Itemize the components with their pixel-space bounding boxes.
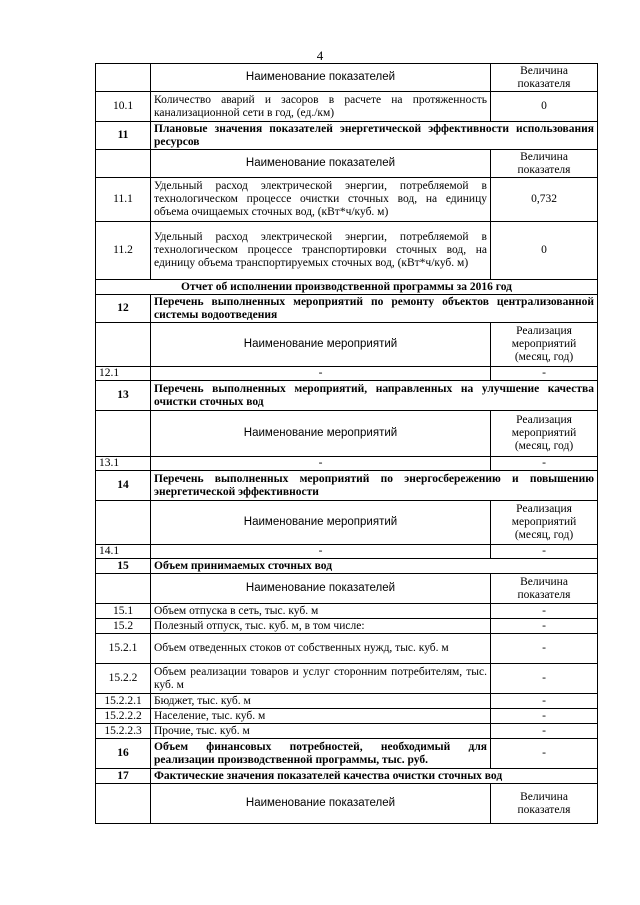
section-title: Плановые значения показателей энергетической эффективности использования ресурсов (151, 122, 598, 150)
row-number: 14.1 (96, 545, 151, 559)
section-row (96, 739, 598, 769)
header-row (96, 784, 598, 824)
section-title: Перечень выполненных мероприятий, направленных на улучшение качества очистки сточных вод (151, 381, 598, 411)
row-number: 11.2 (96, 222, 151, 280)
header-value-cell: Величина показателя (491, 574, 598, 604)
table-row (96, 619, 598, 634)
section-row (96, 471, 598, 501)
report-title: Отчет об исполнении производственной программы за 2016 год (96, 280, 598, 295)
indicators-table (95, 63, 598, 824)
page-number: 4 (316, 48, 324, 63)
row-value: - (491, 709, 598, 724)
table-row (96, 222, 598, 280)
table-row (96, 92, 598, 122)
section-row (96, 559, 598, 574)
row-number: 15.2.2 (96, 664, 151, 694)
row-text: Удельный расход электрической энергии, потребляемой в технологическом процессе очистки сточных вод, на единицу объема очищаемых сточных вод, (кВт*ч/куб. м) (151, 178, 491, 222)
section-title: Объем финансовых потребностей, необходимый для реализации производственной программы, тыс. руб. (151, 739, 491, 769)
table-row (96, 634, 598, 664)
header-name-cell: Наименование показателей (151, 150, 491, 178)
row-value: - (491, 367, 598, 381)
header-row (96, 323, 598, 367)
report-title-row (96, 280, 598, 295)
header-value-cell: Реализация мероприятий (месяц, год) (491, 323, 598, 367)
row-value: - (491, 694, 598, 709)
row-value: - (491, 619, 598, 634)
table-row (96, 694, 598, 709)
section-title: Перечень выполненных мероприятий по энергосбережению и повышению энергетической эффективности (151, 471, 598, 501)
header-num-cell (96, 411, 151, 457)
header-name-cell: Наименование показателей (151, 574, 491, 604)
row-number: 15.2.1 (96, 634, 151, 664)
row-number: 10.1 (96, 92, 151, 122)
row-text: Объем отпуска в сеть, тыс. куб. м (151, 604, 491, 619)
table-row (96, 604, 598, 619)
header-num-cell (96, 323, 151, 367)
row-text: Объем реализации товаров и услуг сторонним потребителям, тыс. куб. м (151, 664, 491, 694)
row-value: - (491, 724, 598, 739)
section-number: 13 (96, 381, 151, 411)
row-value: 0 (491, 222, 598, 280)
table-row (96, 457, 598, 471)
row-text: Бюджет, тыс. куб. м (151, 694, 491, 709)
header-name-cell: Наименование мероприятий (151, 323, 491, 367)
section-number: 12 (96, 295, 151, 323)
row-value: - (491, 545, 598, 559)
row-text: - (151, 545, 491, 559)
table-row (96, 724, 598, 739)
row-number: 11.1 (96, 178, 151, 222)
table-row (96, 545, 598, 559)
row-value: - (491, 604, 598, 619)
table-row (96, 709, 598, 724)
header-value-cell: Величина показателя (491, 150, 598, 178)
row-number: 15.2.2.2 (96, 709, 151, 724)
row-number: 15.2.2.1 (96, 694, 151, 709)
section-title: Перечень выполненных мероприятий по ремонту объектов централизованной системы водоотведения (151, 295, 598, 323)
header-num-cell (96, 784, 151, 824)
row-text: - (151, 457, 491, 471)
header-value-cell: Величина показателя (491, 784, 598, 824)
header-name-cell: Наименование мероприятий (151, 411, 491, 457)
row-value: - (491, 739, 598, 769)
table-row (96, 664, 598, 694)
section-row (96, 122, 598, 150)
row-value: 0,732 (491, 178, 598, 222)
row-value: - (491, 634, 598, 664)
section-number: 15 (96, 559, 151, 574)
header-row (96, 64, 598, 92)
header-name-cell: Наименование мероприятий (151, 501, 491, 545)
row-text: Население, тыс. куб. м (151, 709, 491, 724)
section-title: Объем принимаемых сточных вод (151, 559, 598, 574)
row-number: 15.2.2.3 (96, 724, 151, 739)
row-number: 15.2 (96, 619, 151, 634)
header-value-cell: Реализация мероприятий (месяц, год) (491, 411, 598, 457)
header-num-cell (96, 150, 151, 178)
header-num-cell (96, 501, 151, 545)
header-row (96, 574, 598, 604)
header-row (96, 150, 598, 178)
row-text: Прочие, тыс. куб. м (151, 724, 491, 739)
section-number: 14 (96, 471, 151, 501)
row-number: 12.1 (96, 367, 151, 381)
section-number: 16 (96, 739, 151, 769)
section-title: Фактические значения показателей качества очистки сточных вод (151, 769, 598, 784)
row-value: 0 (491, 92, 598, 122)
header-row (96, 411, 598, 457)
row-text: Полезный отпуск, тыс. куб. м, в том числе: (151, 619, 491, 634)
header-num-cell (96, 574, 151, 604)
row-number: 15.1 (96, 604, 151, 619)
row-text: - (151, 367, 491, 381)
row-text: Удельный расход электрической энергии, потребляемой в технологическом процессе транспортировки сточных вод, на единицу объема транспортируемых сточных вод, (кВт*ч/куб. м) (151, 222, 491, 280)
row-number: 13.1 (96, 457, 151, 471)
header-name-cell: Наименование показателей (151, 64, 491, 92)
header-name-cell: Наименование показателей (151, 784, 491, 824)
row-value: - (491, 457, 598, 471)
section-row (96, 295, 598, 323)
section-number: 17 (96, 769, 151, 784)
header-row (96, 501, 598, 545)
table-row (96, 178, 598, 222)
row-text: Объем отведенных стоков от собственных нужд, тыс. куб. м (151, 634, 491, 664)
section-row (96, 769, 598, 784)
row-text: Количество аварий и засоров в расчете на протяженность канализационной сети в год, (ед./км) (151, 92, 491, 122)
table-row (96, 367, 598, 381)
header-value-cell: Величина показателя (491, 64, 598, 92)
section-row (96, 381, 598, 411)
section-number: 11 (96, 122, 151, 150)
header-num-cell (96, 64, 151, 92)
header-value-cell: Реализация мероприятий (месяц, год) (491, 501, 598, 545)
row-value: - (491, 664, 598, 694)
